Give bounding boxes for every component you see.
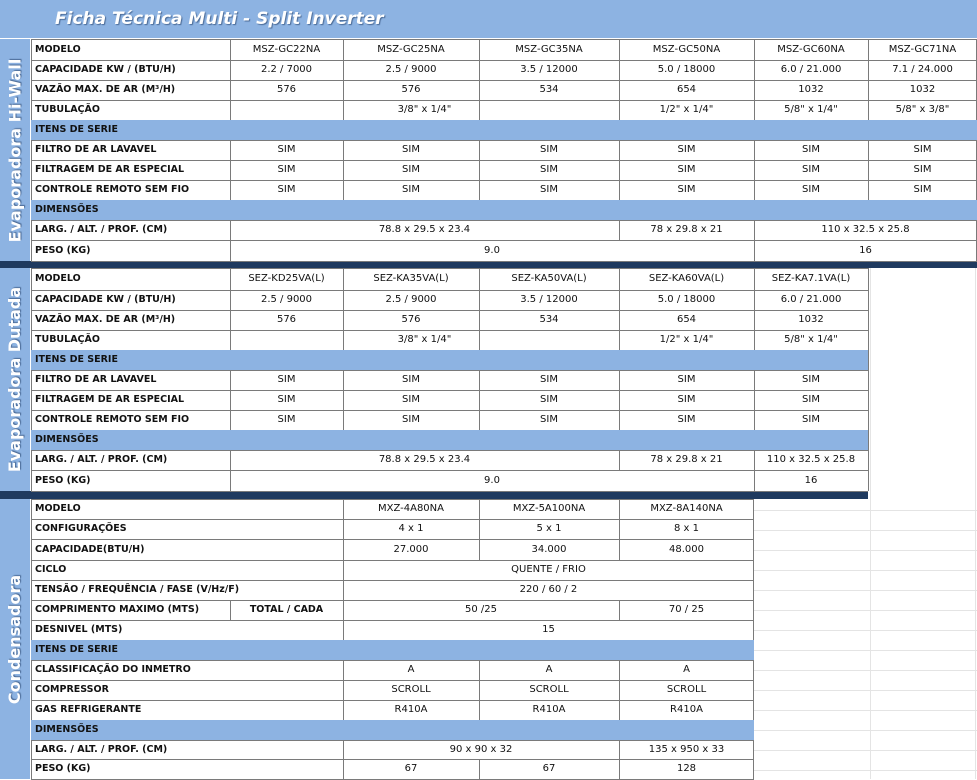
larg-cell: 78.8 x 29.5 x 23.4 [378, 224, 471, 235]
capacidade-cell: 5.0 / 18000 [657, 64, 716, 75]
capacidade-cell: 3.5 / 12000 [520, 64, 578, 75]
grid-line [619, 370, 620, 430]
grid-line [619, 450, 620, 470]
sim-cell: SIM [802, 414, 820, 425]
empty-grid [754, 730, 977, 731]
side-label-hiwall: Evaporadora Hi-Wall [0, 39, 30, 261]
row-label-vazao: VAZÃO MAX. DE AR (M³/H) [35, 84, 176, 96]
larg-cell: 90 x 90 x 32 [449, 743, 513, 755]
vazao-cell: 1032 [909, 84, 936, 95]
gas-cell: R410A [394, 704, 428, 715]
larg-cell: 78 x 29.8 x 21 [650, 454, 723, 465]
empty-grid [754, 670, 977, 671]
model-cell: MSZ-GC22NA [252, 43, 321, 55]
capacidade-cell: 3.5 / 12000 [520, 294, 578, 305]
sim-cell: SIM [802, 144, 820, 155]
model-cell: SEZ-KA50VA(L) [511, 273, 587, 284]
sim-cell: SIM [677, 374, 696, 385]
model-cell: MSZ-GC60NA [777, 43, 845, 55]
larg-cell: 110 x 32.5 x 25.8 [766, 454, 856, 465]
peso-cell: 128 [676, 763, 697, 774]
sim-cell: SIM [913, 144, 932, 155]
row-label-controle: CONTROLE REMOTO SEM FIO [35, 184, 190, 196]
sim-cell: SIM [540, 164, 558, 175]
sim-cell: SIM [802, 164, 820, 175]
section-band-itens-label: ITENS DE SERIE [35, 354, 118, 366]
grid-line [230, 140, 231, 200]
model-cell: MXZ-8A140NA [650, 503, 723, 514]
vazao-cell: 534 [539, 84, 559, 95]
peso-cell: 16 [804, 474, 818, 486]
row-label-comprimento: COMPRIMENTO MAXIMO (MTS) [35, 604, 200, 616]
vazao-cell: 576 [401, 314, 421, 325]
grid-line [619, 220, 620, 240]
empty-grid [754, 630, 977, 631]
compressor-cell: SCROLL [391, 684, 431, 695]
empty-grid [754, 770, 977, 771]
empty-grid [754, 650, 977, 651]
row-label-gas: GAS REFRIGERANTE [35, 704, 142, 716]
vazao-cell: 654 [676, 84, 697, 95]
row-label-configuracoes: CONFIGURAÇÕES [35, 523, 127, 535]
grid-line [343, 499, 344, 560]
desnivel-cell: 15 [542, 624, 555, 635]
vazao-cell: 534 [539, 314, 559, 325]
row-label-ciclo: CICLO [35, 564, 67, 576]
peso-cell: 9.0 [484, 474, 500, 486]
grid-line [868, 268, 869, 491]
grid-line [619, 499, 620, 560]
sim-cell: SIM [277, 414, 296, 425]
grid-line [343, 370, 344, 430]
tubulacao-cell: 5/8" x 1/4" [784, 104, 838, 115]
row-label-tubulacao: TUBULAÇÃO [35, 104, 100, 116]
row-label-peso: PESO (KG) [35, 474, 91, 486]
empty-grid [975, 268, 976, 779]
comprimento-cell: 50 /25 [465, 604, 497, 615]
row-label-filtragem: FILTRAGEM DE AR ESPECIAL [35, 164, 185, 176]
tensao-cell: 220 / 60 / 2 [519, 584, 578, 595]
sim-cell: SIM [540, 144, 558, 155]
sim-cell: SIM [677, 164, 696, 175]
vazao-cell: 576 [276, 314, 297, 325]
grid-line [868, 140, 869, 200]
row-label-vazao: VAZÃO MAX. DE AR (M³/H) [35, 314, 176, 326]
vazao-cell: 1032 [798, 84, 824, 95]
vazao-cell: 576 [276, 84, 297, 95]
capacidade-cell: 6.0 / 21.000 [780, 294, 842, 305]
capacidade-cell: 2.5 / 9000 [260, 294, 313, 305]
sim-cell: SIM [402, 184, 420, 195]
model-cell: MXZ-4A80NA [377, 503, 444, 514]
larg-cell: 110 x 32.5 x 25.8 [821, 224, 910, 235]
tubulacao-cell: 1/2" x 1/4" [659, 334, 714, 345]
row-label-larg: LARG. / ALT. / PROF. (CM) [35, 224, 168, 236]
model-cell: MSZ-GC35NA [515, 43, 583, 55]
sim-cell: SIM [277, 144, 296, 155]
sim-cell: SIM [802, 184, 820, 195]
model-cell: SEZ-KA7.1VA(L) [771, 273, 851, 284]
capacidade-cell: 34.000 [531, 543, 567, 555]
tubulacao-cell: 3/8" x 1/4" [397, 334, 452, 345]
sim-cell: SIM [402, 374, 420, 385]
section-band-dimensoes-label: DIMENSÕES [35, 204, 99, 216]
grid-line [619, 660, 620, 720]
capacidade-cell: 7.1 / 24.000 [892, 64, 953, 75]
larg-cell: 78.8 x 29.5 x 23.4 [378, 454, 471, 465]
sim-cell: SIM [677, 144, 696, 155]
grid-line [479, 759, 480, 779]
empty-grid [754, 530, 977, 531]
capacidade-cell: 2.2 / 7000 [260, 64, 313, 75]
row-label-classificacao: CLASSIFICAÇÃO DO INMETRO [35, 664, 191, 676]
capacidade-cell: 5.0 / 18000 [657, 294, 716, 305]
row-label-modelo: MODELO [35, 503, 81, 515]
grid-line [31, 261, 977, 262]
side-label-dutada: Evaporadora Dutada [0, 268, 30, 491]
config-cell: 5 x 1 [536, 523, 562, 534]
config-cell: 8 x 1 [674, 523, 699, 534]
vazao-cell: 576 [401, 84, 421, 95]
section-separator [0, 491, 868, 499]
model-cell: MSZ-GC71NA [888, 43, 957, 55]
grid-line [754, 140, 755, 200]
grid-line [479, 499, 480, 560]
sim-cell: SIM [277, 394, 296, 405]
sim-cell: SIM [402, 414, 420, 425]
comprimento-cell: 70 / 25 [668, 604, 705, 615]
sim-cell: SIM [402, 144, 420, 155]
row-label-compressor: COMPRESSOR [35, 684, 109, 696]
sheet-title: Ficha Técnica Multi - Split Inverter [0, 0, 977, 38]
row-label-desnivel: DESNIVEL (MTS) [35, 624, 123, 636]
model-cell: MXZ-5A100NA [512, 503, 586, 514]
row-label-filtragem: FILTRAGEM DE AR ESPECIAL [35, 394, 185, 406]
ciclo-cell: QUENTE / FRIO [511, 564, 586, 575]
sim-cell: SIM [277, 164, 296, 175]
grid-line [230, 370, 231, 430]
larg-cell: 135 x 950 x 33 [648, 743, 725, 755]
empty-grid [754, 590, 977, 591]
row-label-controle: CONTROLE REMOTO SEM FIO [35, 414, 190, 426]
classificacao-cell: A [545, 664, 553, 675]
peso-cell: 67 [542, 763, 556, 774]
capacidade-cell: 2.5 / 9000 [385, 294, 437, 305]
grid-line [343, 140, 344, 200]
total-cada-label: TOTAL / CADA [249, 604, 324, 616]
row-label-filtro: FILTRO DE AR LAVAVEL [35, 374, 157, 386]
sim-cell: SIM [540, 184, 558, 195]
capacidade-cell: 6.0 / 21.000 [780, 64, 842, 75]
row-label-modelo: MODELO [35, 273, 81, 285]
capacidade-cell: 48.000 [669, 543, 704, 555]
grid-line [31, 491, 868, 492]
empty-grid [754, 610, 977, 611]
vazao-cell: 1032 [798, 314, 824, 325]
sim-cell: SIM [802, 394, 820, 405]
sim-cell: SIM [677, 394, 696, 405]
empty-grid [754, 750, 977, 751]
peso-cell: 67 [404, 763, 418, 774]
vazao-cell: 654 [676, 314, 697, 325]
model-cell: SEZ-KD25VA(L) [248, 273, 325, 284]
empty-grid [754, 710, 977, 711]
section-band-itens-label: ITENS DE SERIE [35, 644, 118, 656]
larg-cell: 78 x 29.8 x 21 [650, 224, 723, 235]
sim-cell: SIM [277, 374, 296, 385]
gas-cell: R410A [532, 704, 566, 715]
tubulacao-cell: 5/8" x 3/8" [895, 104, 950, 115]
peso-cell: 9.0 [484, 244, 500, 256]
grid-line [479, 370, 480, 430]
sim-cell: SIM [540, 374, 558, 385]
sim-cell: SIM [913, 164, 932, 175]
tubulacao-cell: 5/8" x 1/4" [784, 334, 838, 345]
model-cell: SEZ-KA60VA(L) [648, 273, 725, 284]
grid-line [479, 660, 480, 720]
row-label-larg: LARG. / ALT. / PROF. (CM) [35, 454, 168, 466]
compressor-cell: SCROLL [529, 684, 569, 695]
classificacao-cell: A [407, 664, 415, 675]
tubulacao-cell: 1/2" x 1/4" [659, 104, 714, 115]
row-label-larg: LARG. / ALT. / PROF. (CM) [35, 743, 168, 755]
sim-cell: SIM [802, 374, 820, 385]
compressor-cell: SCROLL [666, 684, 707, 695]
model-cell: SEZ-KA35VA(L) [373, 273, 449, 284]
row-label-tubulacao: TUBULAÇÃO [35, 334, 100, 346]
gas-cell: R410A [670, 704, 703, 715]
tubulacao-cell: 3/8" x 1/4" [397, 104, 452, 115]
config-cell: 4 x 1 [398, 523, 424, 534]
sim-cell: SIM [402, 394, 420, 405]
section-band-dimensoes-label: DIMENSÕES [35, 724, 99, 736]
model-cell: MSZ-GC25NA [377, 43, 445, 55]
grid-line [619, 600, 620, 620]
sim-cell: SIM [540, 394, 558, 405]
empty-grid [870, 268, 871, 779]
capacidade-cell: 2.5 / 9000 [385, 64, 437, 75]
model-cell: MSZ-GC50NA [652, 43, 721, 55]
row-label-capacidade: CAPACIDADE KW / (BTU/H) [35, 64, 176, 76]
row-label-peso: PESO (KG) [35, 244, 91, 256]
sim-cell: SIM [677, 184, 696, 195]
row-label-modelo: MODELO [35, 43, 81, 55]
classificacao-cell: A [683, 664, 690, 675]
empty-grid [754, 510, 977, 511]
section-band-itens-label: ITENS DE SERIE [35, 124, 118, 136]
grid-line [343, 660, 344, 720]
row-label-filtro: FILTRO DE AR LAVAVEL [35, 144, 157, 156]
row-label-capacidade: CAPACIDADE(BTU/H) [35, 543, 145, 555]
section-separator [0, 261, 977, 268]
side-label-condensadora: Condensadora [0, 499, 30, 779]
empty-grid [754, 690, 977, 691]
sim-cell: SIM [540, 414, 558, 425]
sim-cell: SIM [913, 184, 932, 195]
row-label-tensao: TENSÃO / FREQUÊNCIA / FASE (V/Hz/F) [35, 584, 240, 596]
grid-line [754, 370, 755, 430]
sim-cell: SIM [402, 164, 420, 175]
sim-cell: SIM [677, 414, 696, 425]
grid-line [619, 140, 620, 200]
peso-cell: 16 [859, 244, 872, 256]
row-label-capacidade: CAPACIDADE KW / (BTU/H) [35, 294, 176, 306]
empty-grid [754, 550, 977, 551]
sim-cell: SIM [277, 184, 296, 195]
section-band-dimensoes-label: DIMENSÕES [35, 434, 99, 446]
grid-line [230, 600, 231, 620]
capacidade-cell: 27.000 [393, 543, 429, 555]
grid-line [479, 140, 480, 200]
row-label-peso: PESO (KG) [35, 763, 91, 775]
empty-grid [754, 570, 977, 571]
